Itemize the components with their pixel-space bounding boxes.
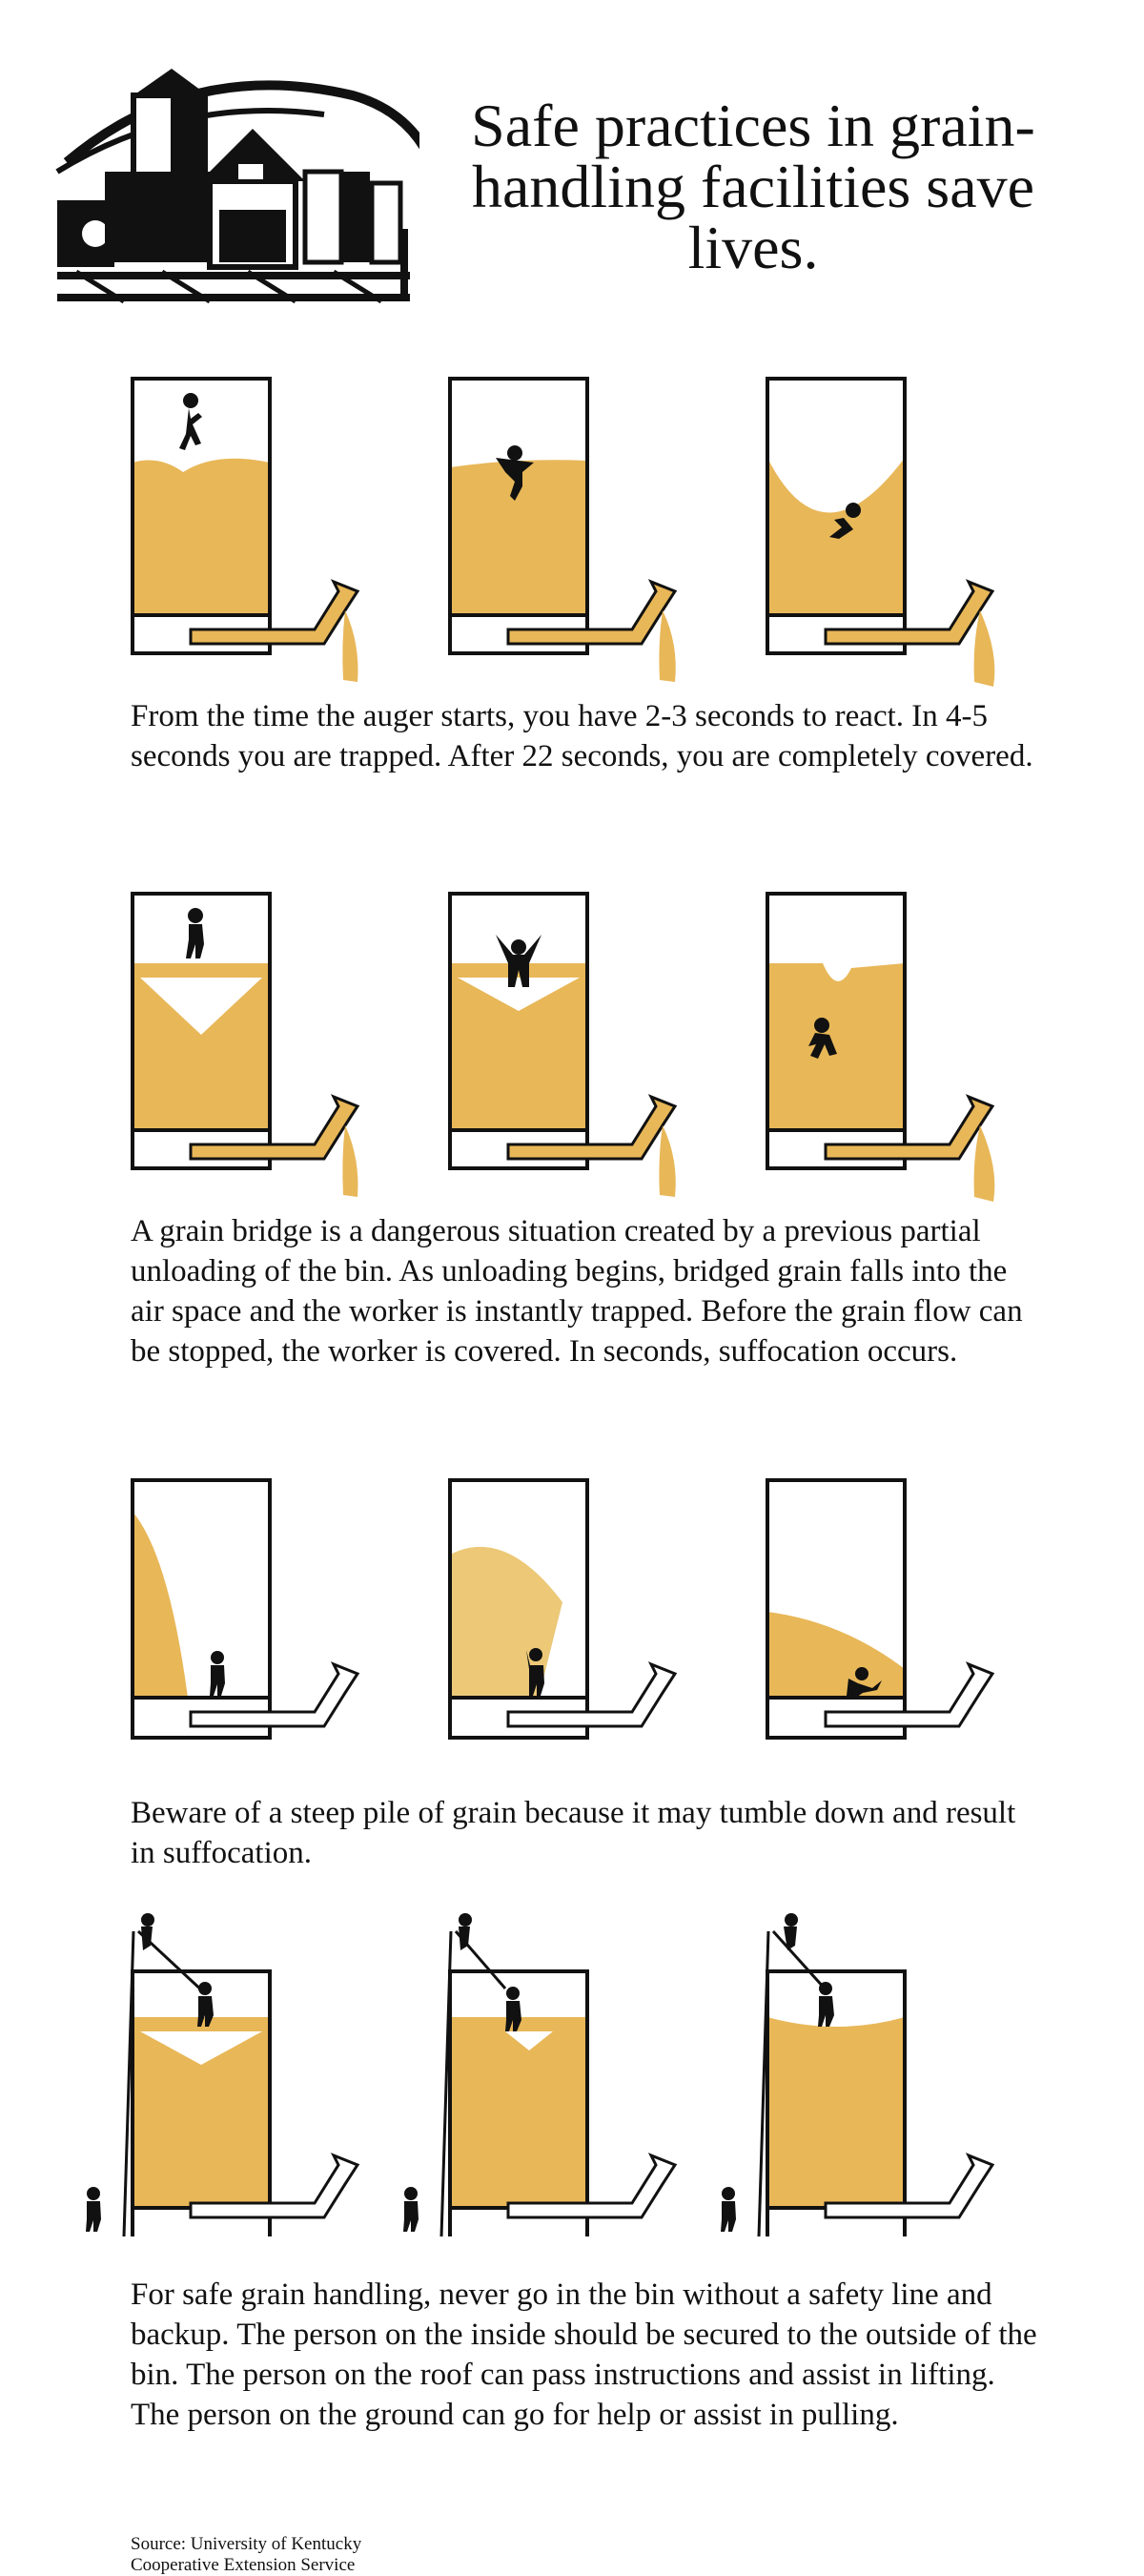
- worker-icon: [179, 393, 202, 450]
- bin-icon: [450, 379, 587, 653]
- bin-icon: [133, 379, 270, 653]
- farm-logo-icon: [38, 57, 419, 315]
- illustration-row-steep-pile: [0, 1478, 1144, 1870]
- illustration-row-auger: [0, 377, 1144, 773]
- bin-icon: [133, 1480, 270, 1738]
- illustration-pile-sequence: [0, 1478, 1144, 1764]
- bin-icon: [450, 894, 587, 1168]
- panel-caption: For safe grain handling, never go in the bin without a safety line and backup. The person on the inside should be secured to the outside of the bin. The person on the roof can pass instructions and assist in lifting. The person on the ground can go for help or assist in pulling.: [131, 2277, 1037, 2432]
- illustration-row-safety-line: [0, 1912, 1144, 2432]
- worker-icon: [210, 1651, 225, 1696]
- illustration-row-grain-bridge: [0, 892, 1144, 1369]
- panel-caption: A grain bridge is a dangerous situation created by a previous partial unloading of the bin. As unloading begins, bridged grain falls into the air space and the worker is instantly trapped. Before the grain flow can be stopped, the worker is covered. In seconds, suffocation occurs.: [131, 1214, 1023, 1369]
- bin-icon: [767, 894, 905, 1168]
- illustration-safety-sequence: [0, 1912, 1144, 2236]
- bin-icon: [450, 1480, 587, 1738]
- panel-caption: From the time the auger starts, you have 2-3 seconds to react. In 4-5 seconds you are trapped. After 22 seconds, you are completely covered.: [131, 699, 1033, 773]
- bin-icon: [767, 379, 905, 653]
- panel-caption: Beware of a steep pile of grain because it may tumble down and result in suffocation.: [131, 1796, 1016, 1870]
- source-line: Source: University of Kentucky: [131, 2534, 362, 2554]
- source-line: Cooperative Extension Service: [131, 2555, 356, 2575]
- illustration-auger-sequence: [0, 377, 1144, 691]
- bin-icon: [767, 1971, 905, 2236]
- source-credit: [131, 2534, 361, 2576]
- bin-icon: [767, 1480, 905, 1738]
- illustration-bridge-sequence: [0, 892, 1144, 1206]
- worker-icon: [186, 908, 204, 958]
- page-title: Safe practices in grain-handling facilities save lives.: [471, 92, 1035, 281]
